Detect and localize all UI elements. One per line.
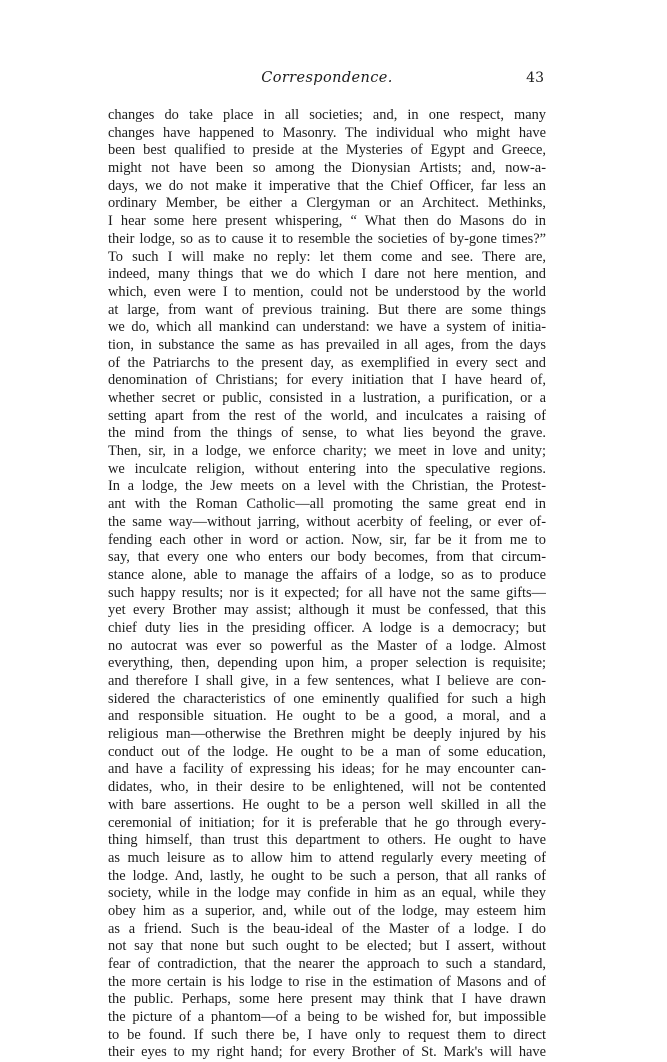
text-line: changes do take place in all societies; and, in one respect, many	[108, 107, 546, 123]
text-line: everything, then, depending upon him, a proper selection is requisite;	[108, 655, 546, 672]
text-line: conduct out of the lodge. He ought to be a man of some education,	[108, 743, 546, 760]
text-line: the mind from the things of sense, to what lies beyond the grave.	[108, 425, 546, 442]
page-number: 43	[526, 70, 544, 86]
text-line: setting apart from the rest of the world, and inculcates a raising of	[108, 407, 546, 424]
text-line: tion, in substance the same as has prevailed in all ages, from the days	[108, 336, 546, 353]
text-line: at large, from want of previous training. But there are some things	[108, 301, 546, 318]
text-line: and have a facility of expressing his ideas; for he may encounter can-	[108, 761, 546, 778]
text-line: and therefore I shall give, in a few sentences, what I believe are con-	[108, 673, 546, 689]
text-line: days, we do not make it imperative that the Chief Officer, far less an	[108, 177, 546, 194]
text-line: chief duty lies in the presiding officer. A lodge is a democracy; but	[108, 619, 546, 636]
text-line: sidered the characteristics of one eminently qualified for such a high	[108, 690, 546, 707]
text-line: fear of contradiction, that the nearer the approach to such a standard,	[108, 956, 546, 972]
text-line: their eyes to my right hand; for every Brother of St. Mark's will have	[108, 1044, 546, 1061]
text-line: ant with the Roman Catholic—all promoting the same great end in	[108, 496, 546, 513]
text-line: such happy results; nor is it expected; for all have not the same gifts—	[108, 584, 546, 601]
text-line: thing himself, than trust this department to others. He ought to have	[108, 832, 546, 849]
text-line: yet every Brother may assist; although it must be confessed, that this	[108, 602, 546, 619]
text-line: didates, who, in their desire to be enlightened, will not be contented	[108, 779, 546, 796]
text-line: not say that none but such ought to be elected; but I assert, without	[108, 938, 546, 955]
text-line: ordinary Member, be either a Clergyman or an Architect. Methinks,	[108, 195, 546, 212]
running-head	[110, 70, 544, 92]
text-line: of the Patriarchs to the present day, as exemplified in every sect and	[108, 354, 546, 371]
text-line: the public. Perhaps, some here present may think that I have drawn	[108, 991, 546, 1008]
text-line: been best qualified to preside at the Mysteries of Egypt and Greece,	[108, 142, 546, 159]
text-line: we inculcate religion, without entering into the speculative regions.	[108, 460, 546, 477]
text-line: In a lodge, the Jew meets on a level with the Christian, the Protest-	[108, 478, 546, 495]
text-line: the same way—without jarring, without acerbity of feeling, or ever of-	[108, 513, 546, 530]
text-line: To such I will make no reply: let them come and see. There are,	[108, 248, 546, 265]
text-line: society, while in the lodge may confide in him as an equal, while they	[108, 885, 546, 902]
text-line: and responsible situation. He ought to be a good, a moral, and a	[108, 708, 546, 725]
text-line: religious man—otherwise the Brethren might be deeply injured by his	[108, 726, 546, 743]
text-line: which, even were I to mention, could not be understood by the world	[108, 283, 546, 300]
text-line: with bare assertions. He ought to be a person well skilled in all the	[108, 796, 546, 813]
body-text	[108, 107, 546, 1062]
text-line: the more certain is his lodge to rise in the estimation of Masons and of	[108, 973, 546, 990]
running-title: Correspondence.	[261, 70, 393, 86]
text-line: as much leisure as to allow him to attend regularly every meeting of	[108, 849, 546, 866]
text-line: changes have happened to Masonry. The individual who might have	[108, 124, 546, 141]
text-line: stance alone, able to manage the affairs of a lodge, so as to produce	[108, 566, 546, 583]
text-line: to be found. If such there be, I have only to request them to direct	[108, 1026, 546, 1043]
text-line: denomination of Christians; for every initiation that I have heard of,	[108, 372, 546, 389]
text-line: ceremonial of initiation; for it is preferable that he go through every-	[108, 814, 546, 831]
text-line: the picture of a phantom—of a being to be wished for, but impossible	[108, 1009, 546, 1026]
text-line: the lodge. And, lastly, he ought to be such a person, that all ranks of	[108, 867, 546, 884]
text-line: might not have been so among the Dionysian Artists; and, now-a-	[108, 160, 546, 177]
text-line: whether secret or public, consisted in a lustration, a purification, or a	[108, 390, 546, 406]
text-line: their lodge, so as to cause it to resemble the societies of by-gone times?”	[108, 230, 546, 247]
text-line: fending each other in word or action. Now, sir, far be it from me to	[108, 531, 546, 548]
text-line: indeed, many things that we do which I dare not here mention, and	[108, 266, 546, 283]
text-line: obey him as a superior, and, while out of the lodge, may esteem him	[108, 902, 546, 919]
text-line: I hear some here present whispering, “ What then do Masons do in	[108, 213, 546, 230]
text-line: as a friend. Such is the beau-ideal of the Master of a lodge. I do	[108, 920, 546, 937]
text-line: Then, sir, in a lodge, we enforce charity; we meet in love and unity;	[108, 443, 546, 460]
text-line: we do, which all mankind can understand: we have a system of initia-	[108, 319, 546, 336]
text-line: no autocrat was ever so powerful as the Master of a lodge. Almost	[108, 637, 546, 654]
text-line: say, that every one who enters our body becomes, from that circum-	[108, 549, 546, 566]
